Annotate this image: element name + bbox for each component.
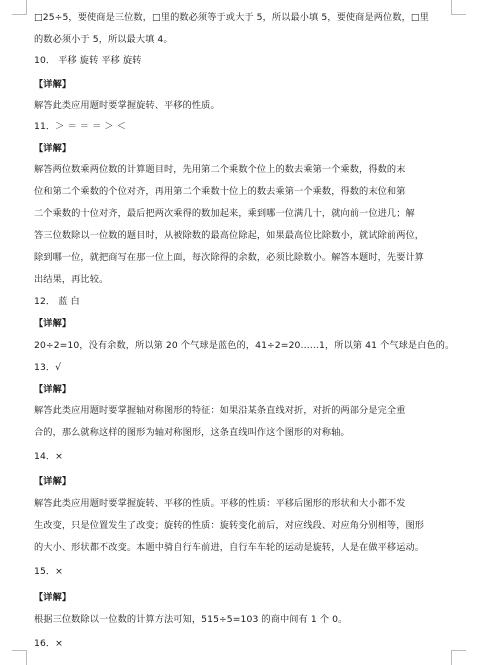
paragraph-line: 合的，那么就称这样的图形为轴对称图形，这条直线叫作这个图形的对称轴。 — [34, 427, 350, 438]
paragraph-line: 解答此类应用题时要掌握旋转、平移的性质。平移的性质：平移后图形的形状和大小都不发 — [34, 498, 406, 509]
detail-heading: 【详解】 — [34, 79, 72, 90]
paragraph-line: 除到哪一位，就把商写在那一位上面，每次除得的余数，必须比除数小。解答本题时，先要计算 — [34, 252, 425, 263]
answer-14: 14．× — [34, 451, 63, 462]
answer-13: 13．√ — [34, 362, 62, 373]
paragraph-line: 答三位数除以一位数的题目时，从被除数的最高位除起，如果最高位比除数小，就试除前两位， — [34, 230, 425, 241]
paragraph-line: 生改变，只是位置发生了改变；旋转的性质：旋转变化前后，对应线段、对应角分别相等，图形 — [34, 520, 425, 531]
paragraph-line: 解答此类应用题时要掌握旋转、平移的性质。 — [34, 100, 220, 111]
detail-heading: 【详解】 — [34, 143, 72, 154]
answer-16: 16．× — [34, 638, 63, 649]
paragraph-line: 解答两位数乘两位数的计算题目时，先用第二个乘数个位上的数去乘第一个乘数，得数的末 — [34, 164, 406, 175]
paragraph-line: 位和第二个乘数的个位对齐，再用第二个乘数十位上的数去乘第一个乘数，得数的末位和第 — [34, 186, 406, 197]
paragraph-line: 的数必须小于 5，所以最大填 4。 — [34, 34, 173, 45]
paragraph-line: 二个乘数的十位对齐，最后把两次乘得的数加起来，乘到哪一位满几十，就向前一位进几；解 — [34, 208, 415, 219]
paragraph-line: 出结果，再比较。 — [34, 274, 109, 285]
paragraph-line: 的大小、形状都不改变。本题中骑自行车前进，自行车车轮的运动是旋转，人是在做平移运动。 — [34, 542, 425, 553]
paragraph-line: 20÷2=10，没有余数，所以第 20 个气球是蓝色的，41÷2=20……1，所以第 41 个气球是白色的。 — [34, 340, 454, 351]
answer-15: 15．× — [34, 566, 63, 577]
crop-mark-bottom-left — [12, 650, 27, 665]
paragraph-line: □25÷5，要使商是三位数，□里的数必须等于或大于 5，所以最小填 5，要使商是两位数，□里 — [34, 12, 429, 23]
paragraph-line: 根据三位数除以一位数的计算方法可知，515÷5=103 的商中间有 1 个 0。 — [34, 614, 348, 625]
crop-mark-bottom-right — [451, 650, 466, 665]
detail-heading: 【详解】 — [34, 384, 72, 395]
detail-heading: 【详解】 — [34, 476, 72, 487]
crop-mark-top-left — [12, 0, 27, 15]
paragraph-line: 解答此类应用题时要掌握轴对称图形的特征：如果沿某条直线对折，对折的两部分是完全重 — [34, 405, 406, 416]
detail-heading: 【详解】 — [34, 592, 72, 603]
answer-11: 11．＞ ＝ ＝ ＝ ＞ ＜ — [34, 121, 127, 132]
answer-12: 12． 蓝 白 — [34, 296, 80, 307]
detail-heading: 【详解】 — [34, 318, 72, 329]
answer-10: 10． 平移 旋转 平移 旋转 — [34, 55, 142, 66]
